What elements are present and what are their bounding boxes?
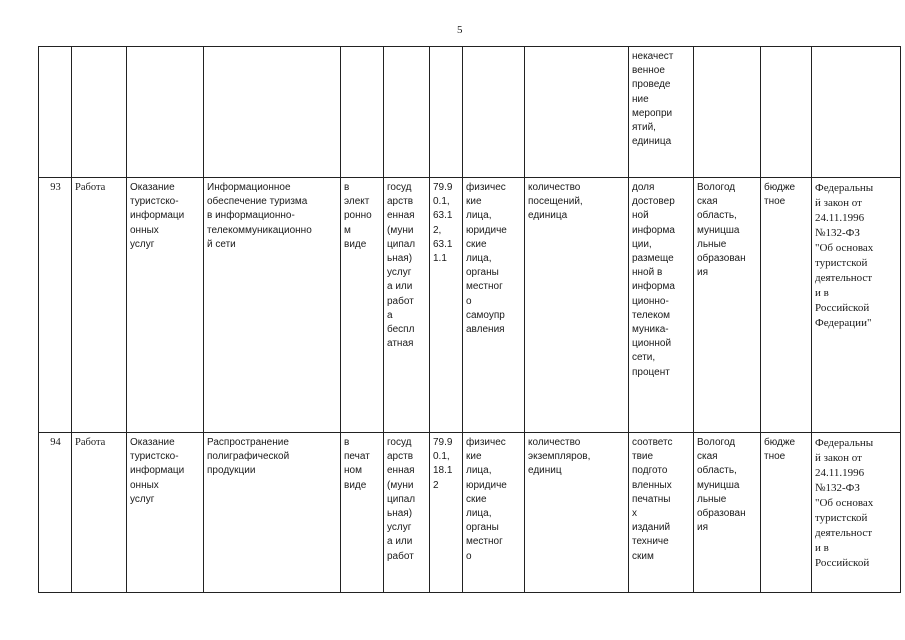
cell-quality-indicator: соответс твие подгото вленных печатны х изданий техниче ским [629, 433, 694, 593]
cell-location: Вологод ская область, муницша льные образован ия [694, 178, 761, 433]
cell-content: Информационное обеспечение туризма в информационно- телекоммуникационно й сети [204, 178, 341, 433]
cell-service: Оказание туристско- информаци онных услуг [127, 433, 204, 593]
cell-budget: бюдже тное [761, 433, 812, 593]
cell-content: Распространение полиграфической продукции [204, 433, 341, 593]
page-number: 5 [457, 24, 463, 36]
cell-num: 94 [39, 433, 72, 593]
cell-quality-indicator: доля достовер ной информа ции, размеще нной в информа ционно- телеком муника- ционной сети, процент [629, 178, 694, 433]
cell-consumers: физичес кие лица, юридиче ские лица, органы местног о самоупр авления [463, 178, 525, 433]
cell-form [341, 47, 384, 178]
cell-content [204, 47, 341, 178]
cell-okved: 79.9 0.1, 18.1 2 [430, 433, 463, 593]
cell-num: 93 [39, 178, 72, 433]
cell-volume-indicator: количество посещений, единица [525, 178, 629, 433]
cell-type: Работа [72, 178, 127, 433]
cell-consumers [463, 47, 525, 178]
cell-law: Федеральны й закон от 24.11.1996 №132-ФЗ "Об основах туристской деятельност и в Российской Федерации" [812, 178, 901, 433]
services-table [38, 46, 901, 593]
cell-service [127, 47, 204, 178]
cell-consumers: физичес кие лица, юридиче ские лица, органы местног о [463, 433, 525, 593]
table-row [39, 178, 901, 433]
cell-budget [761, 47, 812, 178]
table-row [39, 47, 901, 178]
cell-type [72, 47, 127, 178]
cell-num [39, 47, 72, 178]
cell-law: Федеральны й закон от 24.11.1996 №132-ФЗ "Об основах туристской деятельност и в Российской [812, 433, 901, 593]
cell-kind: госуд арств енная (муни ципал ьная) услуг а или работ а беспл атная [384, 178, 430, 433]
cell-location [694, 47, 761, 178]
cell-okved: 79.9 0.1, 63.1 2, 63.1 1.1 [430, 178, 463, 433]
cell-service: Оказание туристско- информаци онных услуг [127, 178, 204, 433]
cell-law [812, 47, 901, 178]
cell-okved [430, 47, 463, 178]
cell-location: Вологод ская область, муницша льные образован ия [694, 433, 761, 593]
cell-quality-indicator: некачест венное проведе ние меропри ятий, единица [629, 47, 694, 178]
cell-kind [384, 47, 430, 178]
table-row [39, 433, 901, 593]
cell-kind: госуд арств енная (муни ципал ьная) услуг а или работ [384, 433, 430, 593]
cell-form: в элект ронно м виде [341, 178, 384, 433]
cell-budget: бюдже тное [761, 178, 812, 433]
cell-volume-indicator: количество экземпляров, единиц [525, 433, 629, 593]
cell-form: в печат ном виде [341, 433, 384, 593]
cell-volume-indicator [525, 47, 629, 178]
cell-type: Работа [72, 433, 127, 593]
